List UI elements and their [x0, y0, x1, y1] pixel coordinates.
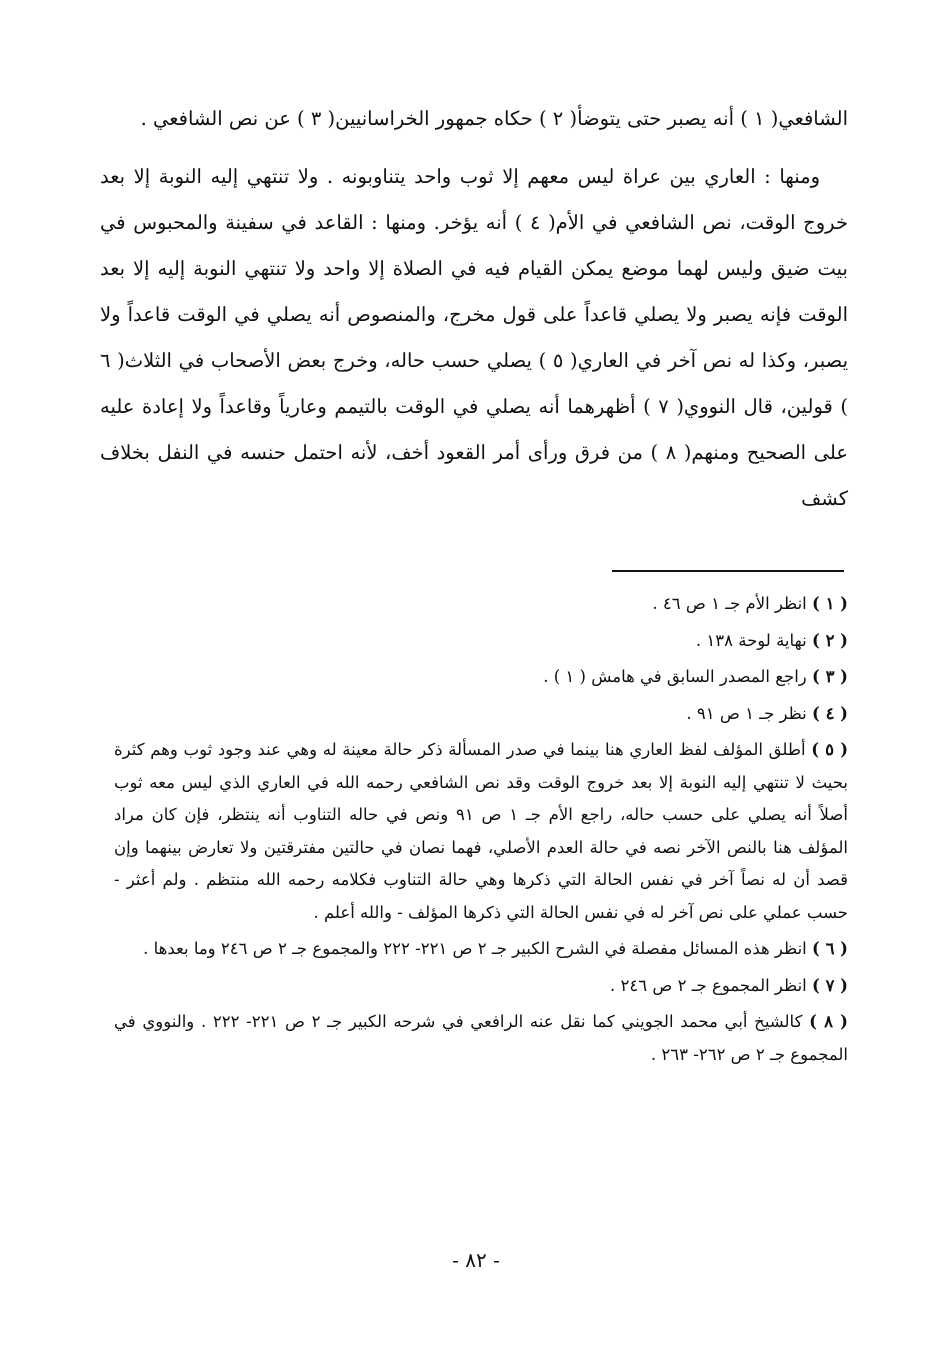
- footnote-5: [114, 734, 848, 929]
- footnote-text: انظر الأم جـ ١ ص ٤٦ .: [652, 594, 807, 613]
- footnote-1: [114, 588, 848, 621]
- footnotes: [114, 588, 848, 1075]
- footnote-number: ( ١ ): [812, 594, 848, 613]
- footnote-6: [114, 933, 848, 966]
- main-text: [100, 96, 848, 522]
- footnote-text: نظر جـ ١ ص ٩١ .: [686, 703, 807, 723]
- footnote-2: [114, 625, 848, 658]
- footnote-separator: [612, 570, 844, 572]
- footnote-text: انظر المجموع جـ ٢ ص ٢٤٦ .: [610, 975, 807, 995]
- page-number: - ٨٢ -: [452, 1248, 500, 1272]
- footnote-number: ( ٣ ): [812, 667, 848, 686]
- footnote-number: ( ٥ ): [811, 740, 849, 759]
- footnote-text: راجع المصدر السابق في هامش ( ١ ) .: [543, 667, 807, 686]
- footnote-number: ( ٧ ): [812, 975, 848, 995]
- footnote-8: [114, 1006, 848, 1071]
- footnote-number: ( ٢ ): [812, 630, 848, 650]
- footnote-7: [114, 970, 848, 1003]
- footnote-number: ( ٦ ): [812, 939, 848, 958]
- footnote-text: نهاية لوحة ١٣٨ .: [695, 630, 807, 650]
- footnote-text: انظر هذه المسائل مفصلة في الشرح الكبير جـ ٢ ص ٢٢١- ٢٢٢ والمجموع جـ ٢ ص ٢٤٦ وما بعدها .: [143, 939, 807, 958]
- paragraph-1: الشافعي( ١ ) أنه يصبر حتى يتوضأ( ٢ ) حكاه جمهور الخراسانيين( ٣ ) عن نص الشافعي .: [140, 107, 848, 130]
- footnote-text: أطلق المؤلف لفظ العاري هنا بينما في صدر المسألة ذكر حالة معينة له وهي عند وجود ثوب وهم كثرة بحيث لا تنتهي إليه النوبة إلا بعد خروج الوقت وقد نص الشافعي رحمه الله في العاري الذي ليس معه ثوب أصلاً أنه يصلي على حسب حاله، راجع الأم جـ ١ ص ٩١ ونص في حاله التناوب أنه ينتظر، فإن كان مراد المؤلف هنا بالنص الآخر نصه في حالة العدم الأصلي، فهما نصان في حالتين مفترقتين ولا تعارض بينهما وإن قصد أن له نصاً آخر في نفس الحالة التي ذكرها وهي حالة التناوب فكلامه رحمه الله منتظم . ولم أعثر - حسب عملي على نص آخر له في نفس الحالة التي ذكرها المؤلف - والله أعلم .: [114, 740, 849, 922]
- footnote-number: ( ٨ ): [809, 1012, 848, 1031]
- footnote-4: [114, 698, 848, 731]
- paragraph-2: ومنها : العاري بين عراة ليس معهم إلا ثوب واحد يتناوبونه . ولا تنتهي إليه النوبة إلا بعد خروج الوقت، نص الشافعي في الأم( ٤ ) أنه يؤخر. ومنها : القاعد في سفينة والمحبوس في بيت ضيق وليس لهما موضع يمكن القيام فيه في الصلاة إلا واحد ولا تنتهي النوبة إليه إلا بعد الوقت فإنه يصبر ولا يصلي قاعداً على قول مخرج، والمنصوص أنه يصلي في الوقت قاعداً ولا يصبر، وكذا له نص آخر في العاري( ٥ ) يصلي حسب حاله، وخرج بعض الأصحاب في الثلاث( ٦ ) قولين، قال النووي( ٧ ) أظهرهما أنه يصلي في الوقت بالتيمم وعارياً وقاعداً ولا إعادة عليه على الصحيح ومنهم( ٨ ) من فرق ورأى أمر القعود أخف، لأنه احتمل حنسه في النفل بخلاف كشف: [100, 165, 849, 510]
- footnote-3: [114, 661, 848, 694]
- footnote-text: كالشيخ أبي محمد الجويني كما نقل عنه الرافعي في شرحه الكبير جـ ٢ ص ٢٢١- ٢٢٢ . والنووي في المجموع جـ ٢ ص ٢٦٢- ٢٦٣ .: [114, 1012, 848, 1064]
- footnote-number: ( ٤ ): [812, 703, 848, 723]
